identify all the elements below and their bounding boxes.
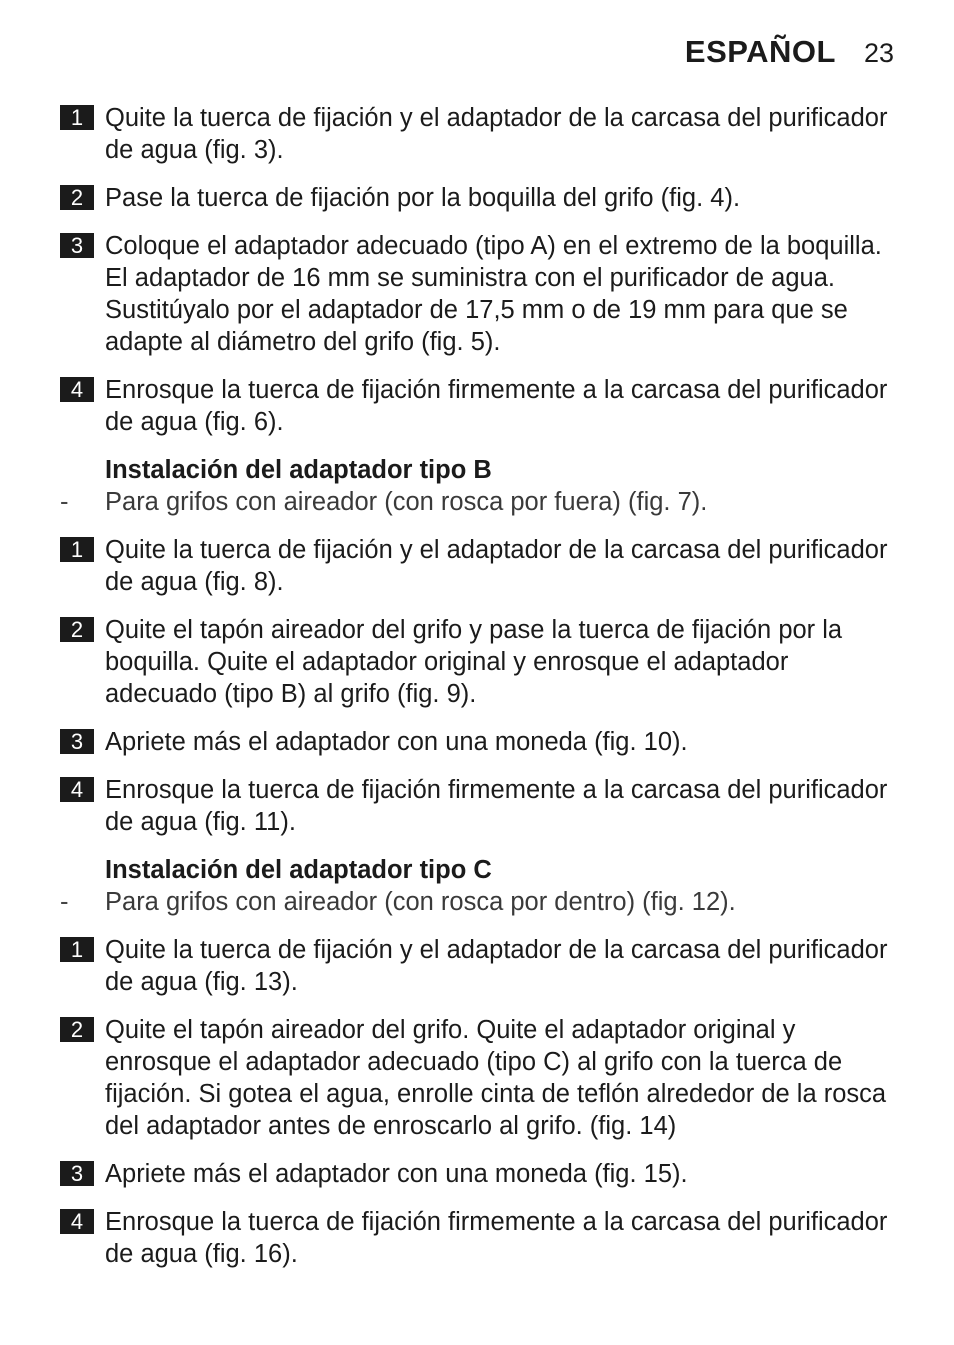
- section-heading-type-c: Instalación del adaptador tipo C: [105, 856, 492, 884]
- step-text: Quite el tapón aireador del grifo. Quite el adaptador original y enrosque el adaptador adecuado (tipo C) al grifo con la tuerca de fijación. Si gotea el agua, enrolle cinta de teflón alrededor de la rosca del adaptador antes de enroscarlo al grifo. (fig. 14): [105, 1016, 887, 1140]
- note-text: Para grifos con aireador (con rosca por fuera) (fig. 7).: [105, 488, 708, 516]
- step-number-badge: 2: [60, 617, 94, 642]
- step-text: Quite el tapón aireador del grifo y pase la tuerca de fijación por la boquilla. Quite el adaptador original y enrosque el adaptador adecuado (tipo B) al grifo (fig. 9).: [105, 616, 843, 708]
- dash-bullet: -: [60, 888, 69, 916]
- step-text: Enrosque la tuerca de fijación firmemente a la carcasa del purificador de agua (fig. 16).: [105, 1208, 888, 1268]
- step-a-2: [60, 182, 900, 214]
- step-c-4: [60, 1206, 900, 1270]
- section-heading-type-b: Instalación del adaptador tipo B: [105, 456, 492, 484]
- page-content: [60, 102, 900, 1270]
- step-number-badge: 4: [60, 1209, 94, 1234]
- step-number-badge: 1: [60, 105, 94, 130]
- note-type-b: [60, 486, 900, 518]
- step-c-1: [60, 934, 900, 998]
- step-b-3: [60, 726, 900, 758]
- step-text: Apriete más el adaptador con una moneda (fig. 15).: [105, 1160, 688, 1188]
- step-number-badge: 3: [60, 1161, 94, 1186]
- step-number-badge: 1: [60, 937, 94, 962]
- step-b-4: [60, 774, 900, 838]
- step-number-badge: 4: [60, 777, 94, 802]
- step-c-2: [60, 1014, 900, 1142]
- note-text: Para grifos con aireador (con rosca por dentro) (fig. 12).: [105, 888, 736, 916]
- step-number-badge: 2: [60, 185, 94, 210]
- step-a-4: [60, 374, 900, 438]
- step-text: Quite la tuerca de fijación y el adaptador de la carcasa del purificador de agua (fig. 13).: [105, 936, 888, 996]
- page-number: 23: [863, 38, 894, 68]
- step-text: Quite la tuerca de fijación y el adaptador de la carcasa del purificador de agua (fig. 8).: [105, 536, 888, 596]
- step-text: Enrosque la tuerca de fijación firmemente a la carcasa del purificador de agua (fig. 11).: [105, 776, 888, 836]
- language-label: ESPAÑOL: [684, 34, 836, 69]
- page-header: [685, 34, 894, 70]
- step-b-1: [60, 534, 900, 598]
- note-type-c: [60, 886, 900, 918]
- step-text: Apriete más el adaptador con una moneda (fig. 10).: [105, 728, 688, 756]
- step-a-3: [60, 230, 900, 358]
- step-text: Pase la tuerca de fijación por la boquilla del grifo (fig. 4).: [105, 184, 741, 212]
- step-text: Coloque el adaptador adecuado (tipo A) en el extremo de la boquilla. El adaptador de 16 mm se suministra con el purificador de agua. Sustitúyalo por el adaptador de 17,5 mm o de 19 mm para que se adapte al diámetro del grifo (fig. 5).: [105, 232, 882, 356]
- dash-bullet: -: [60, 488, 69, 516]
- step-text: Enrosque la tuerca de fijación firmemente a la carcasa del purificador de agua (fig. 6).: [105, 376, 888, 436]
- step-number-badge: 2: [60, 1017, 94, 1042]
- step-number-badge: 3: [60, 233, 94, 258]
- step-b-2: [60, 614, 900, 710]
- step-text: Quite la tuerca de fijación y el adaptador de la carcasa del purificador de agua (fig. 3).: [105, 104, 888, 164]
- step-number-badge: 3: [60, 729, 94, 754]
- step-number-badge: 4: [60, 377, 94, 402]
- step-a-1: [60, 102, 900, 166]
- step-c-3: [60, 1158, 900, 1190]
- step-number-badge: 1: [60, 537, 94, 562]
